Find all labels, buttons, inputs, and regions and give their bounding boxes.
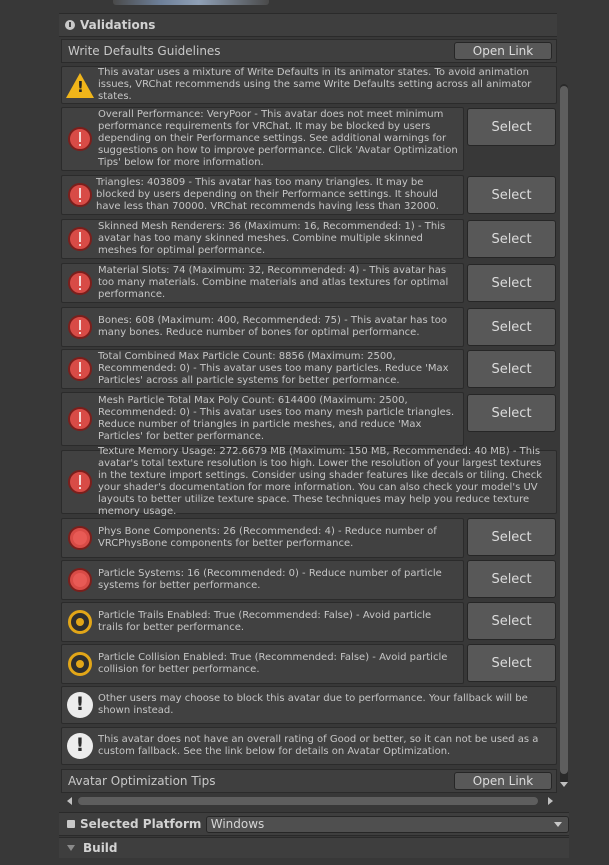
validation-item xyxy=(61,446,557,517)
validation-text: Overall Performance: VeryPoor - This avatar does not meet minimum performance requirements for VRChat. It may be blocked by users depending on their Performance settings. See additional warnings for suggestions on how to improve performance. Click 'Avatar Optimization Tips' below for more information. xyxy=(98,109,458,168)
validation-item xyxy=(61,644,464,684)
select-button[interactable]: Select xyxy=(467,602,556,640)
write-defaults-label: Write Defaults Guidelines xyxy=(68,44,221,58)
validation-text: Texture Memory Usage: 272.6679 MB (Maximum: 150 MB, Recommended: 40 MB) - This avatar's total texture resolution is too high. Lower the resolution of your largest textures in the texture import settings. Consider using shader features like decals or tiling. Check your shader's documentation for more information. You can also check your model's UV layouts to better utilize texture space. These techniques may help you reduce texture memory usage. xyxy=(98,446,543,517)
fallback-info-text: Other users may choose to block this avatar due to performance. Your fallback will be shown instead. xyxy=(98,693,528,716)
error-exclamation-icon xyxy=(68,271,92,295)
foldout-arrow-icon[interactable] xyxy=(67,845,75,851)
selected-platform-row xyxy=(59,812,569,836)
optimization-tips-row xyxy=(61,769,557,793)
avatar-preview-image xyxy=(113,0,269,5)
write-defaults-open-link-button[interactable]: Open Link xyxy=(454,42,552,60)
validation-text: Material Slots: 74 (Maximum: 32, Recommended: 4) - This avatar has too many materials. Combine materials and atlas textures for optimal performance. xyxy=(98,265,449,300)
chevron-down-icon xyxy=(554,822,562,827)
validation-text: Total Combined Max Particle Count: 8856 (Maximum: 2500, Recommended: 0) - This avatar uses too many particles. Reduce 'Max Particles' across all particle systems for better performance. xyxy=(98,351,449,386)
error-circle-icon xyxy=(68,568,92,592)
warning-triangle-icon xyxy=(66,73,94,98)
custom-fallback-info xyxy=(61,727,557,765)
build-title: Build xyxy=(83,841,118,855)
validation-item xyxy=(61,602,464,642)
selected-platform-label: Selected Platform xyxy=(79,817,202,831)
horizontal-scrollbar[interactable] xyxy=(65,795,555,807)
validation-item xyxy=(61,263,464,303)
platform-dropdown-value: Windows xyxy=(210,817,265,831)
select-button[interactable]: Select xyxy=(467,644,556,682)
validation-text: Bones: 608 (Maximum: 400, Recommended: 75) - This avatar has too many bones. Reduce number of bones for optimal performance. xyxy=(98,315,448,338)
validation-item xyxy=(61,107,464,171)
validations-title: Validations xyxy=(80,18,156,32)
scroll-right-arrow-icon[interactable] xyxy=(548,797,553,805)
validation-item xyxy=(61,560,464,600)
error-exclamation-icon xyxy=(68,227,92,251)
select-button[interactable]: Select xyxy=(467,264,556,302)
error-exclamation-icon xyxy=(68,407,92,431)
error-circle-icon xyxy=(68,526,92,550)
write-defaults-warning xyxy=(61,66,557,104)
info-exclamation-icon xyxy=(67,733,93,759)
scroll-thumb-horizontal[interactable] xyxy=(78,797,538,805)
error-exclamation-icon xyxy=(68,315,92,339)
build-header[interactable] xyxy=(59,837,569,858)
optimization-tips-label: Avatar Optimization Tips xyxy=(68,774,216,788)
scroll-left-arrow-icon[interactable] xyxy=(67,797,72,805)
validation-text: Skinned Mesh Renderers: 36 (Maximum: 16, Recommended: 1) - This avatar has too many skinned meshes. Combine multiple skinned meshes for optimal performance. xyxy=(98,221,446,256)
optimization-tips-open-link-button[interactable]: Open Link xyxy=(454,772,552,790)
validation-item xyxy=(61,349,464,389)
info-icon xyxy=(65,20,75,30)
select-button[interactable]: Select xyxy=(467,220,556,258)
validation-item xyxy=(61,219,464,259)
platform-dropdown[interactable] xyxy=(206,816,569,833)
validation-item xyxy=(61,392,464,446)
validation-text: Triangles: 403809 - This avatar has too many triangles. It may be blocked by users depending on their Performance settings. It should have less than 70000. VRChat recommends having less than 32000. xyxy=(96,177,439,212)
validations-header[interactable] xyxy=(59,13,557,37)
select-button[interactable]: Select xyxy=(467,176,556,214)
validation-item xyxy=(61,175,464,215)
error-exclamation-icon xyxy=(68,357,92,381)
error-exclamation-icon xyxy=(68,183,92,207)
validation-text: Mesh Particle Total Max Poly Count: 614400 (Maximum: 2500, Recommended: 0) - This avatar uses too many mesh particle triangles. Reduce number of triangles in particle meshes, and reduce 'Max Particles' for better performance. xyxy=(98,395,455,442)
select-button[interactable]: Select xyxy=(467,308,556,346)
validation-item xyxy=(61,518,464,558)
warning-text: This avatar uses a mixture of Write Defaults in its animator states. To avoid animation issues, VRChat recommends using the same Write Defaults setting across all animator states. xyxy=(98,67,532,102)
scroll-thumb[interactable] xyxy=(560,86,568,774)
select-button[interactable]: Select xyxy=(467,518,556,556)
select-button[interactable]: Select xyxy=(467,560,556,598)
validation-text: Phys Bone Components: 26 (Recommended: 4) - Reduce number of VRCPhysBone components for better performance. xyxy=(98,526,437,549)
custom-fallback-info-text: This avatar does not have an overall rating of Good or better, so it can not be used as a custom fallback. See the link below for details on Avatar Optimization. xyxy=(98,734,539,757)
vertical-scrollbar[interactable] xyxy=(559,84,569,794)
validation-text: Particle Collision Enabled: True (Recommended: False) - Avoid particle collision for better performance. xyxy=(98,652,448,675)
validations-panel xyxy=(61,37,557,797)
validation-text: Particle Trails Enabled: True (Recommended: False) - Avoid particle trails for better performance. xyxy=(98,610,432,633)
scroll-down-arrow-icon[interactable] xyxy=(560,782,568,787)
validation-text: Particle Systems: 16 (Recommended: 0) - Reduce number of particle systems for better performance. xyxy=(98,568,442,591)
error-exclamation-icon xyxy=(68,127,92,151)
select-button[interactable]: Select xyxy=(467,350,556,388)
error-exclamation-icon xyxy=(68,470,92,494)
warning-circle-icon xyxy=(68,610,92,634)
platform-icon xyxy=(67,820,75,828)
info-exclamation-icon xyxy=(67,692,93,718)
warning-circle-icon xyxy=(68,652,92,676)
fallback-info xyxy=(61,686,557,724)
write-defaults-row xyxy=(61,39,557,63)
select-button[interactable]: Select xyxy=(467,394,556,432)
select-button[interactable]: Select xyxy=(467,108,556,146)
validation-item xyxy=(61,307,464,347)
